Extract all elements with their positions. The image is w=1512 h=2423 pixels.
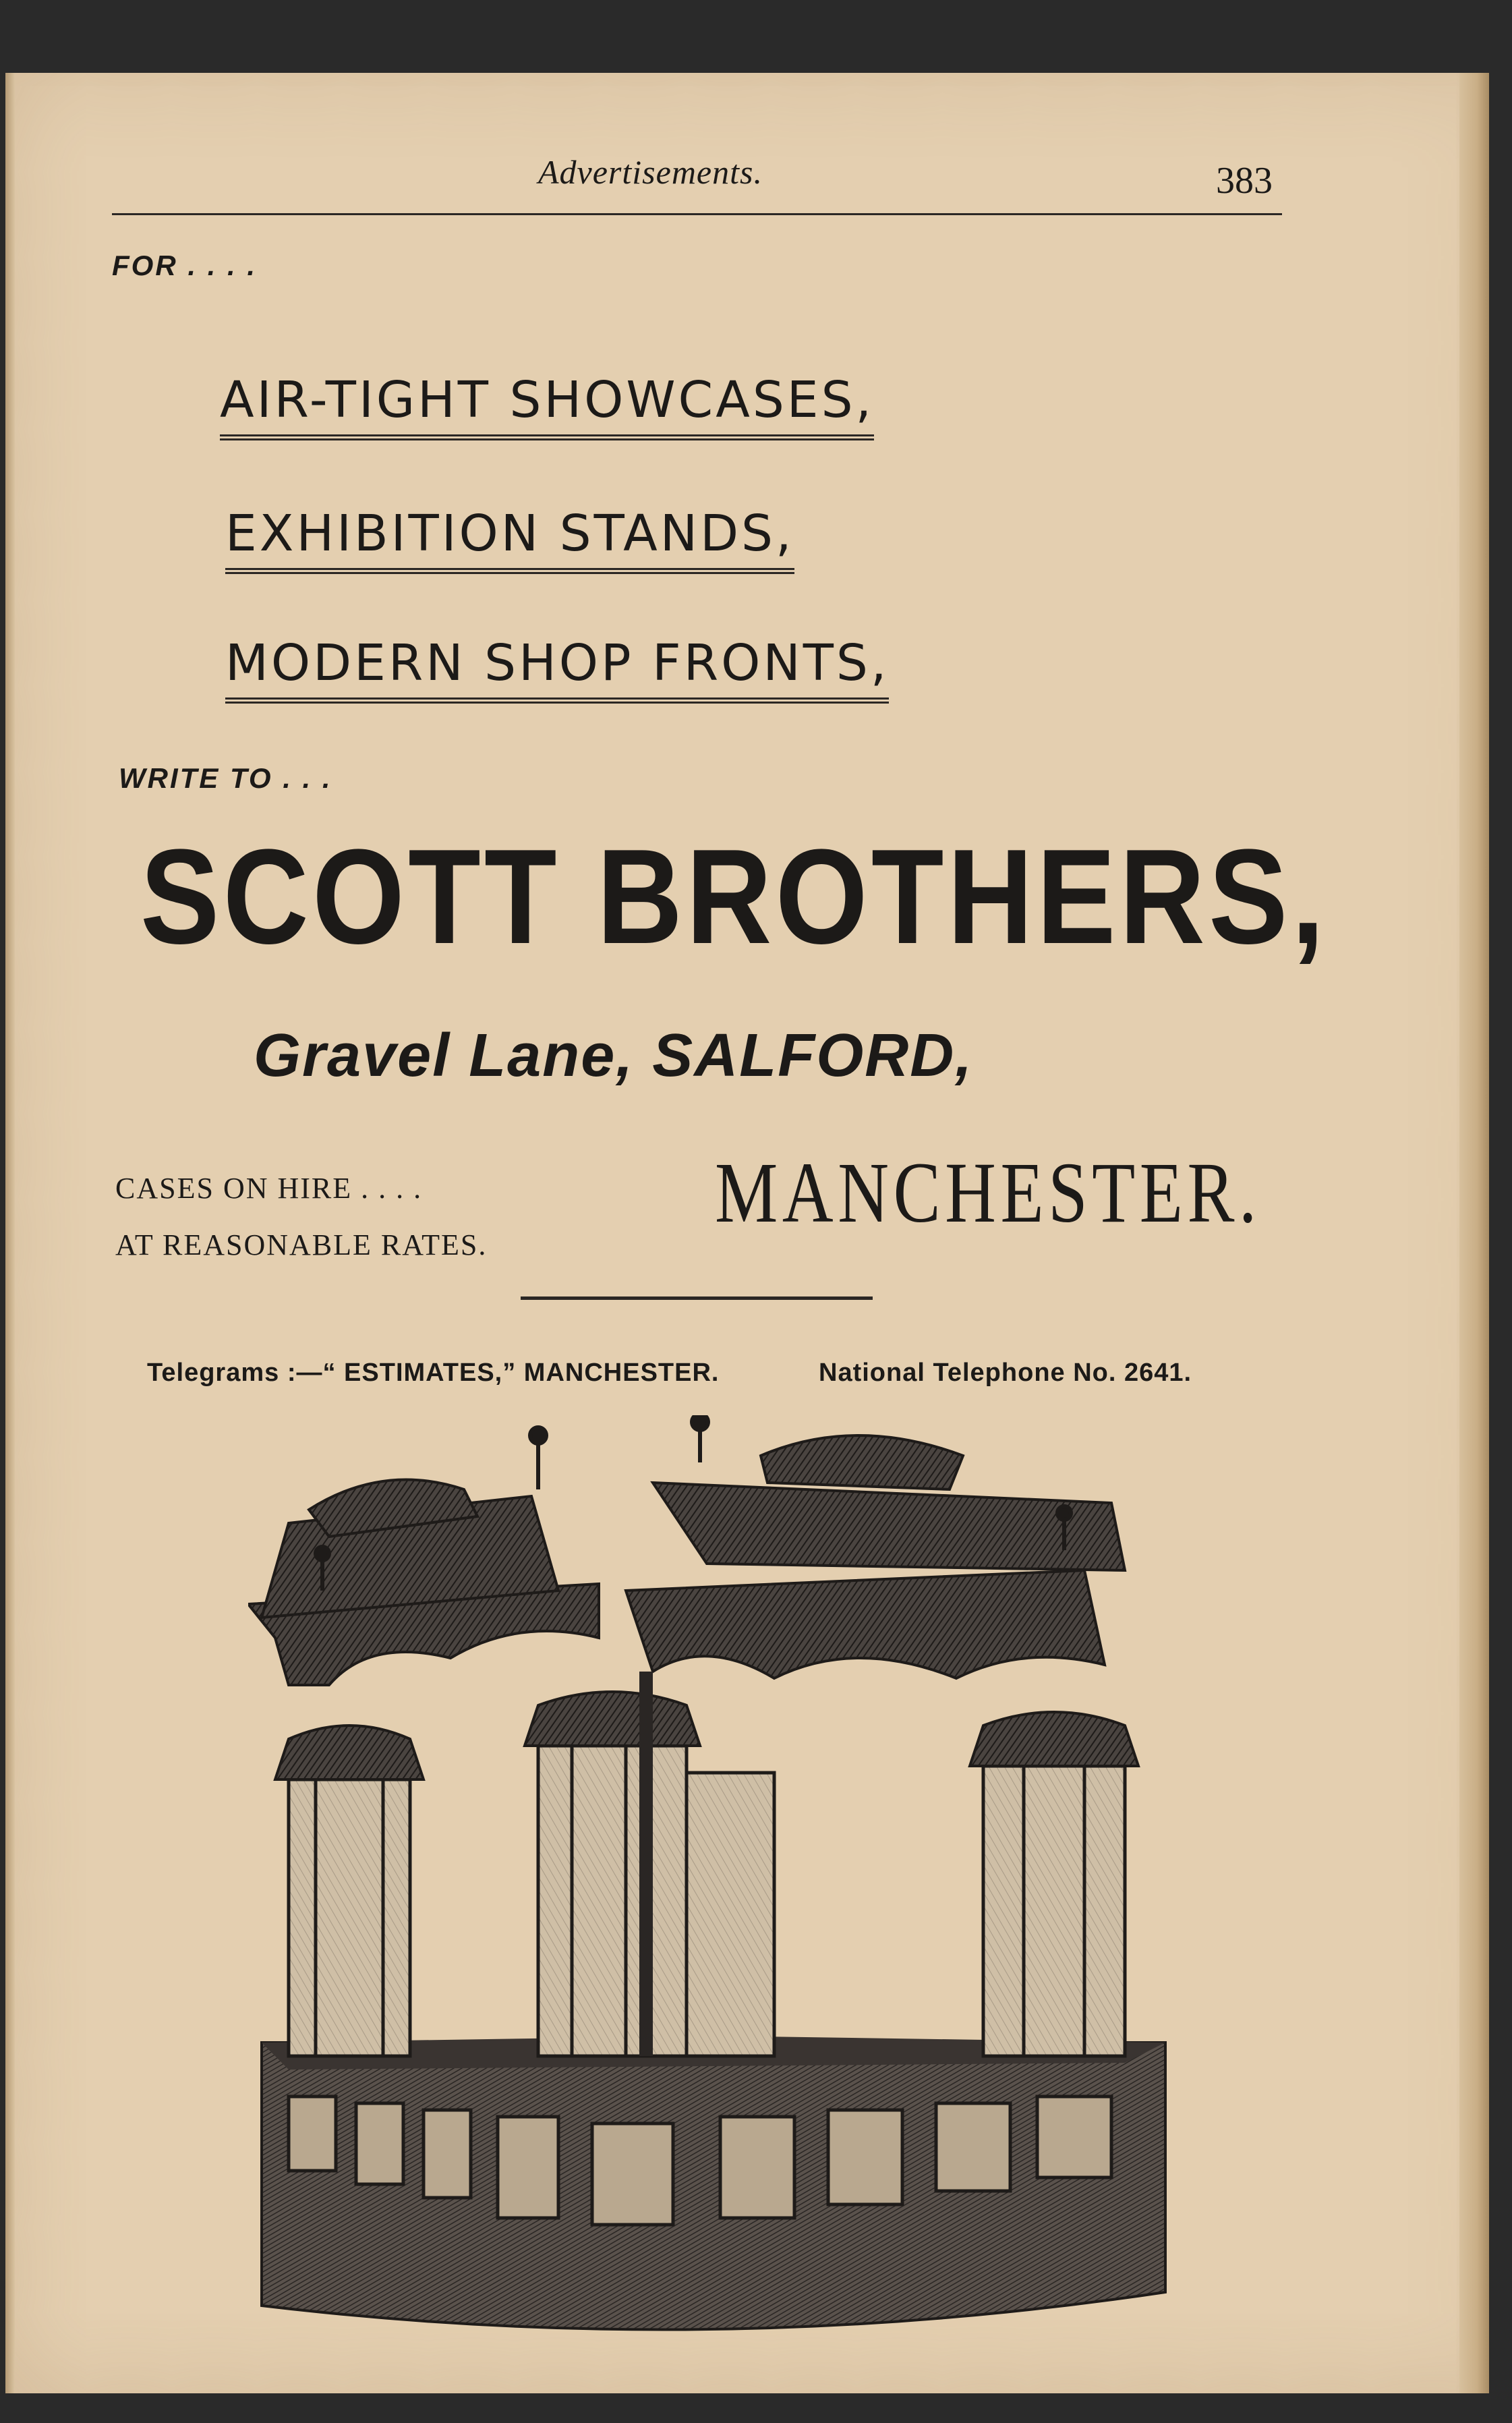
exhibition-stand-illustration [248,1415,1179,2353]
catalogue-page [5,73,1489,2393]
street-address: Gravel Lane, SALFORD, [254,1022,974,1089]
stand-center-post [639,1672,653,2056]
hire-terms [115,1160,487,1274]
telegram-address: Telegrams :—“ ESTIMATES,” MANCHESTER. [147,1359,720,1387]
city-name: MANCHESTER. [715,1145,1261,1241]
feature-shop-fronts: MODERN SHOP FRONTS, [225,634,889,704]
page-number: 383 [1216,160,1273,202]
divider-rule [521,1296,873,1300]
for-label: FOR . . . . [112,250,258,281]
stand-canopy-right [626,1435,1125,1678]
page-gutter-shadow [5,73,15,2393]
stand-canopy-left [248,1479,599,1685]
running-head: Advertisements. [538,153,763,191]
stand-counter-base [262,2036,1165,2330]
stand-glass-pillars [289,1746,1125,2056]
telephone-number: National Telephone No. 2641. [819,1359,1192,1387]
hire-terms-line-2: AT REASONABLE RATES. [115,1228,488,1261]
hire-terms-line-1: CASES ON HIRE . . . . [115,1172,423,1205]
header-rule [112,213,1282,215]
page-edge [1459,73,1489,2393]
feature-showcases: AIR-TIGHT SHOWCASES, [220,371,874,440]
write-to-label: WRITE TO . . . [119,762,332,794]
stand-pillar-caps [275,1692,1138,1779]
company-name: SCOTT BROTHERS, [140,822,1329,972]
feature-exhibition-stands: EXHIBITION STANDS, [225,505,794,574]
